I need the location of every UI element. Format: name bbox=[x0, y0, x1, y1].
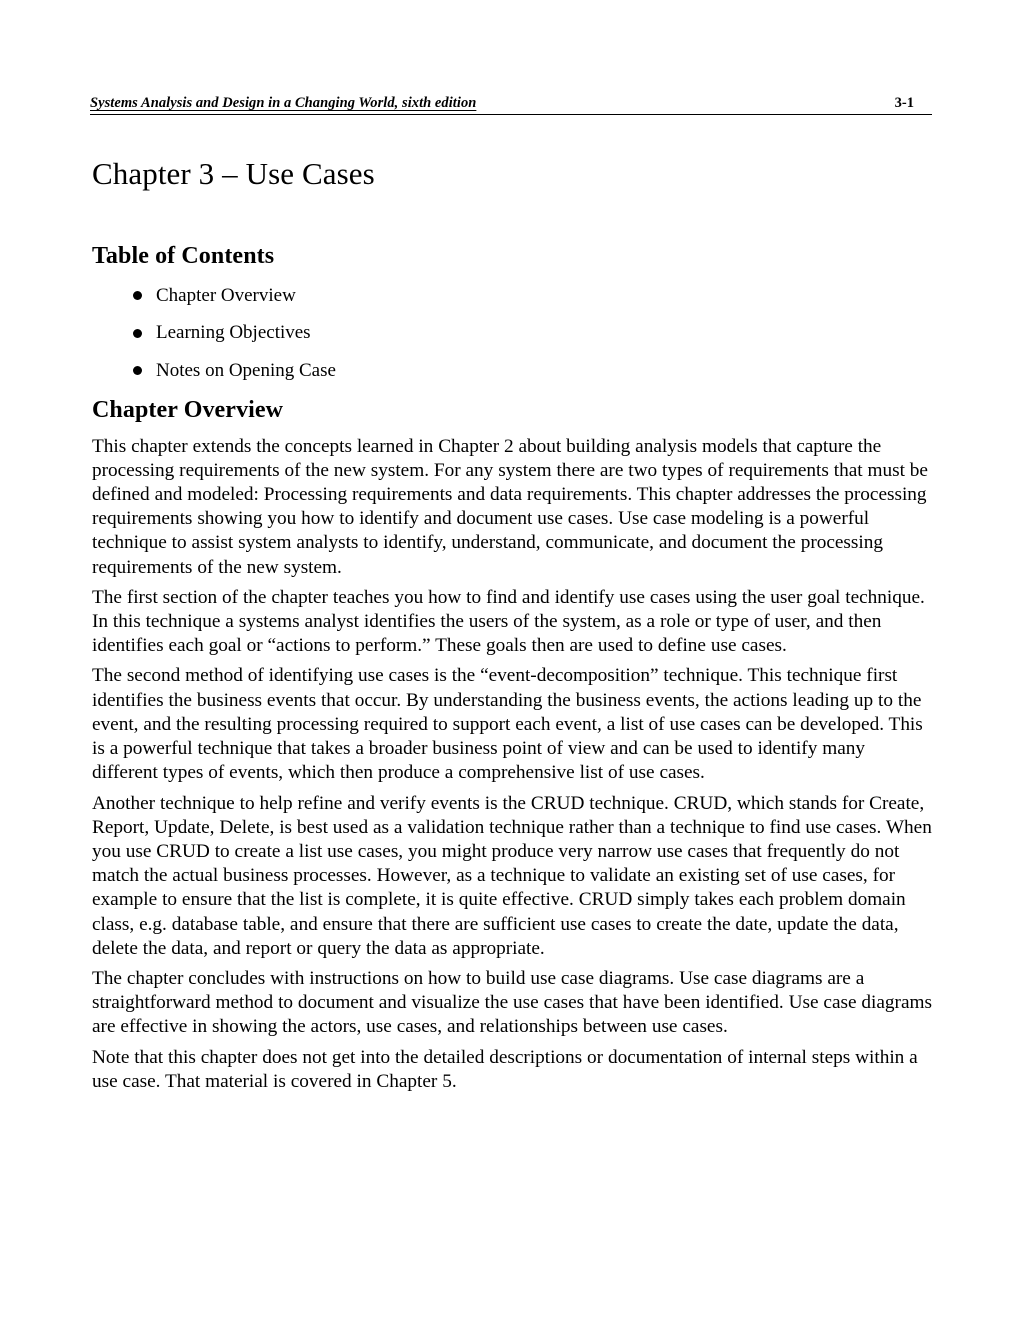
list-item-label: Chapter Overview bbox=[156, 284, 296, 306]
bullet-icon bbox=[133, 329, 142, 338]
table-of-contents-list bbox=[92, 284, 932, 383]
table-of-contents-heading: Table of Contents bbox=[92, 242, 275, 269]
chapter-overview-heading: Chapter Overview bbox=[92, 396, 284, 423]
running-header-title: Systems Analysis and Design in a Changing World, sixth edition bbox=[90, 95, 477, 112]
body-paragraph: The first section of the chapter teaches you how to find and identify use cases using the user goal technique. In this technique a systems analyst identifies the users of the system, as a role or type of user, and then identifies each goal or “actions to perform.” These goals then are used to define use cases. bbox=[92, 586, 925, 657]
list-item bbox=[92, 321, 932, 345]
document-content bbox=[92, 155, 932, 1094]
body-paragraph: Note that this chapter does not get into the detailed descriptions or documentation of internal steps within a use case. That material is covered in Chapter 5. bbox=[92, 1046, 918, 1092]
body-paragraph: This chapter extends the concepts learned in Chapter 2 about building analysis models that capture the processing requirements of the new system. For any system there are two types of requirements that must be defined and modeled: Processing requirements and data requirements. This chapter addresses the processing requirements showing you how to identify and document use cases. Use case modeling is a powerful technique to assist system analysts to identify, understand, communicate, and document the processing requirements of the new system. bbox=[92, 435, 928, 578]
running-header bbox=[90, 88, 932, 115]
body-paragraph: The chapter concludes with instructions on how to build use case diagrams. Use case diagrams are a straightforward method to document and visualize the use cases that have been identified. Use case diagrams are effective in showing the actors, use cases, and relationships between use cases. bbox=[92, 967, 932, 1038]
bullet-icon bbox=[133, 291, 142, 300]
running-header-page-number: 3-1 bbox=[894, 95, 914, 112]
bullet-icon bbox=[133, 366, 142, 375]
body-paragraph: Another technique to help refine and verify events is the CRUD technique. CRUD, which stands for Create, Report, Update, Delete, is best used as a validation technique rather than a technique to find use cases. When you use CRUD to create a list use cases, you might produce very narrow use cases that frequently do not match the actual business processes. However, as a technique to validate an existing set of use cases, for example to ensure that the list is complete, it is quite effective. CRUD simply takes each problem domain class, e.g. database table, and ensure that there are sufficient use cases to create the date, update the data, delete the data, and report or query the data as appropriate. bbox=[92, 792, 932, 959]
list-item-label: Learning Objectives bbox=[156, 322, 311, 344]
list-item bbox=[92, 284, 932, 308]
list-item bbox=[92, 359, 932, 383]
body-paragraph: The second method of identifying use cases is the “event-decomposition” technique. This technique first identifies the business events that occur. By understanding the business events, the actions leading up to the event, and the resulting processing required to support each event, a list of use cases can be developed. This is a powerful technique that takes a broader business point of view and can be used to identify many different types of events, which then produce a comprehensive list of use cases. bbox=[92, 665, 923, 784]
list-item-label: Notes on Opening Case bbox=[156, 360, 336, 382]
chapter-title: Chapter 3 – Use Cases bbox=[92, 156, 375, 191]
